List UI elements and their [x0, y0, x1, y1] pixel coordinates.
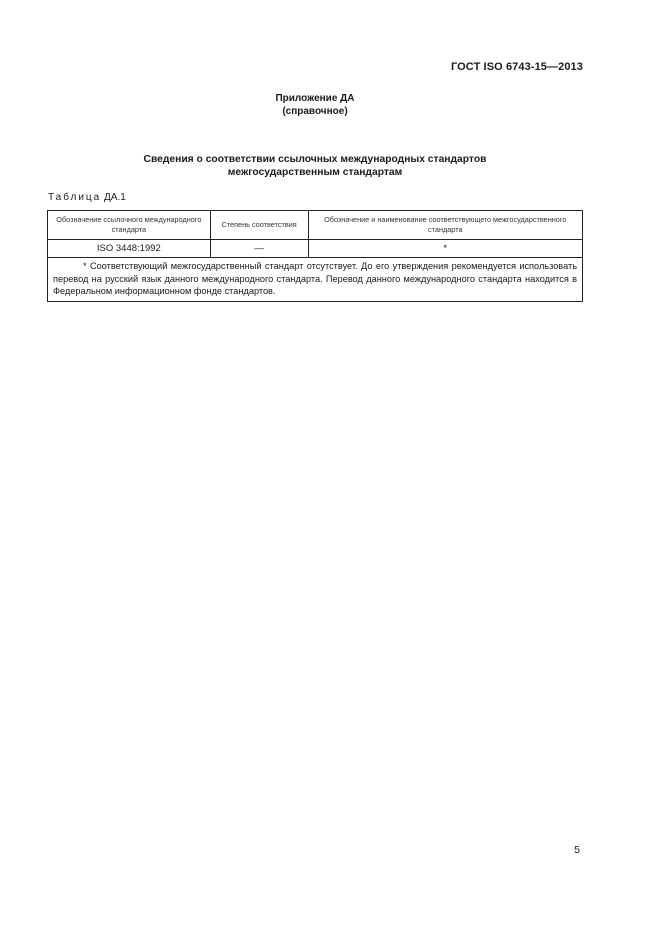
- column-header-intl-standard: Обозначение ссылочного международного стандарта: [48, 211, 211, 240]
- table-footnote-row: [48, 258, 583, 302]
- page-number: 5: [574, 844, 580, 856]
- column-header-conformity-degree: Степень соответствия: [210, 211, 308, 240]
- table-header-row: [48, 211, 583, 240]
- column-header-interstate-standard: Обозначение и наименование соответствующего межгосударственного стандарта: [308, 211, 582, 240]
- section-title-line-1: Сведения о соответствии ссылочных международных стандартов: [143, 154, 487, 165]
- cell-intl-standard: ISO 3448:1992: [48, 240, 211, 258]
- table-caption-word: Таблица: [48, 192, 102, 203]
- cell-conformity-degree: —: [210, 240, 308, 258]
- reference-standards-table: [47, 210, 583, 302]
- section-title-line-2: межгосударственным стандартам: [227, 167, 403, 178]
- annex-subtitle: (справочное): [282, 106, 348, 117]
- annex-title: Приложение ДА: [275, 93, 355, 104]
- cell-interstate-standard: *: [308, 240, 582, 258]
- table-row: [48, 240, 583, 258]
- document-code: ГОСТ ISO 6743-15—2013: [450, 61, 583, 73]
- table-footnote: * Соответствующий межгосударственный стандарт отсутствует. До его утверждения рекомендуется использовать перевод на русский язык данного международного стандарта. Перевод данного международного стандарта находится в Федеральном информационном фонде стандартов.: [48, 258, 583, 302]
- table-caption-number: ДА.1: [104, 192, 126, 203]
- annex-heading: [0, 92, 630, 118]
- section-heading: [0, 153, 630, 179]
- table-caption: [48, 192, 126, 203]
